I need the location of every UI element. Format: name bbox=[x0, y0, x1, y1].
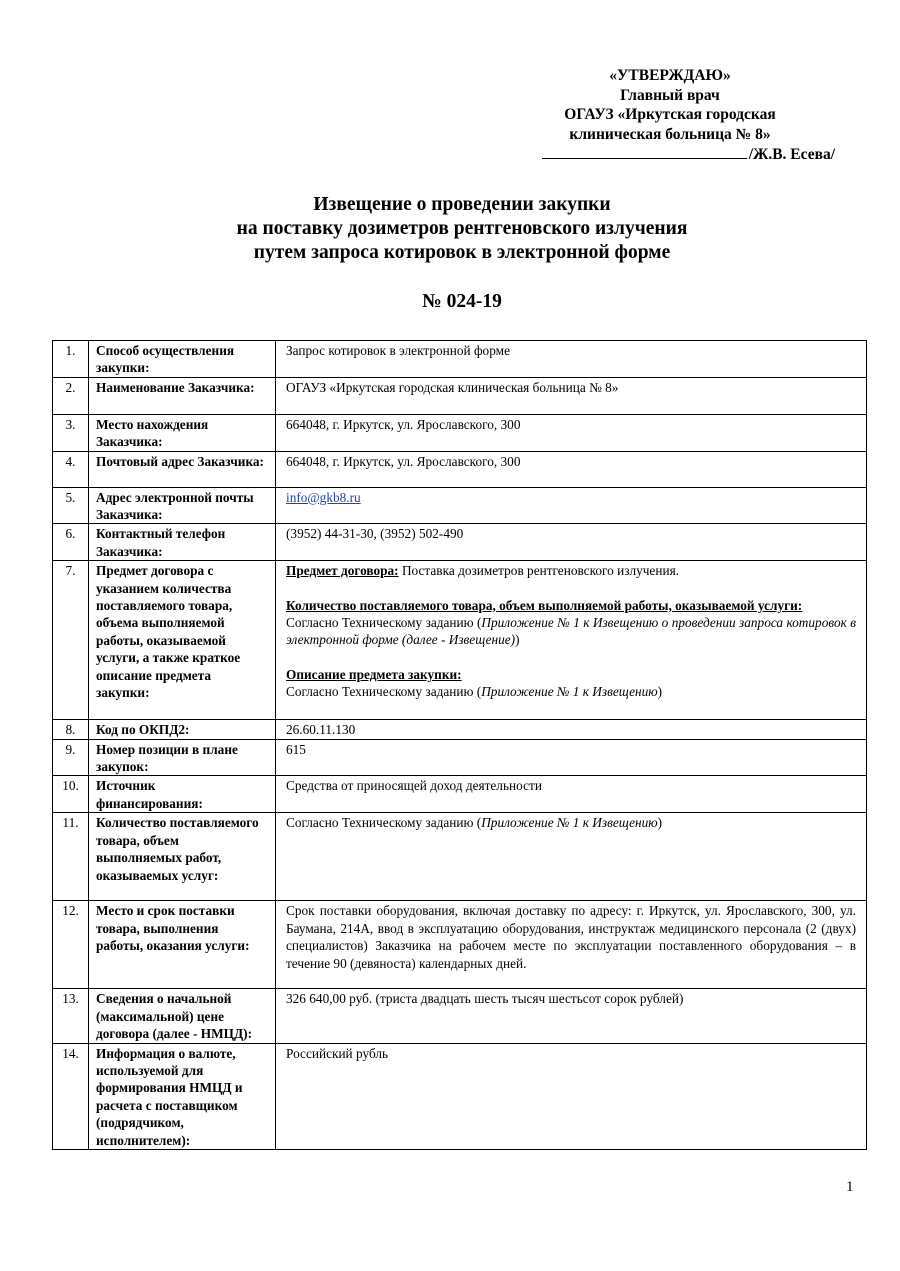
table-row bbox=[53, 739, 867, 776]
title-line-1: Извещение о проведении закупки bbox=[313, 194, 611, 215]
table-row bbox=[53, 377, 867, 414]
row-value: 615 bbox=[276, 739, 867, 776]
description-text-suffix: ) bbox=[657, 684, 663, 700]
signatory-name: /Ж.В. Есева/ bbox=[748, 146, 835, 163]
table-row bbox=[53, 487, 867, 524]
row-number: 9. bbox=[53, 739, 89, 776]
table-row bbox=[53, 901, 867, 989]
row-label: Наименование Заказчика: bbox=[89, 377, 276, 414]
approval-position: Главный врач bbox=[620, 86, 720, 104]
approval-org-line1: ОГАУЗ «Иркутская городская bbox=[564, 106, 776, 123]
row-label: Место и срок поставки товара, выполнения работы, оказания услуги: bbox=[89, 901, 276, 989]
page-number: 1 bbox=[846, 1179, 854, 1195]
row-label: Источник финансирования: bbox=[89, 776, 276, 813]
row-label: Почтовый адрес Заказчика: bbox=[89, 451, 276, 487]
row-value bbox=[276, 561, 867, 720]
row-label: Код по ОКПД2: bbox=[89, 720, 276, 739]
row-number: 12. bbox=[53, 901, 89, 989]
row-number: 8. bbox=[53, 720, 89, 739]
row-label: Контактный телефон Заказчика: bbox=[89, 524, 276, 561]
row-number: 10. bbox=[53, 776, 89, 813]
procurement-info-table bbox=[52, 340, 867, 1150]
document-number: № 024-19 bbox=[422, 291, 502, 312]
row-value: 664048, г. Иркутск, ул. Ярославского, 300 bbox=[276, 414, 867, 451]
row-number: 3. bbox=[53, 414, 89, 451]
table-row bbox=[53, 989, 867, 1043]
quantity-text-suffix: ) bbox=[515, 632, 520, 648]
title-line-3: путем запроса котировок в электронной форме bbox=[253, 242, 671, 263]
approval-heading: «УТВЕРЖДАЮ» bbox=[609, 67, 731, 84]
description-text: Согласно Техническому заданию ( bbox=[286, 684, 482, 700]
quantity-text: Согласно Техническому заданию ( bbox=[286, 615, 482, 631]
row-number: 1. bbox=[53, 341, 89, 378]
table-row bbox=[53, 451, 867, 487]
row-value: Срок поставки оборудования, включая доставку по адресу: г. Иркутск, ул. Ярославского, 300, ул. Баумана, 214А, ввод в эксплуатацию оборудования, инструктаж медицинского персонала (2 (двух) специалистов) Заказчика на рабочем месте по эксплуатации поставленного оборудования – в течение 90 (девяноста) календарных дней. bbox=[276, 901, 867, 989]
row-value: 326 640,00 руб. (триста двадцать шесть тысяч шестьсот сорок рублей) bbox=[276, 989, 867, 1043]
row-label: Количество поставляемого товара, объем выполняемых работ, оказываемых услуг: bbox=[89, 813, 276, 901]
description-heading: Описание предмета закупки: bbox=[286, 666, 462, 682]
row-label: Предмет договора с указанием количества поставляемого товара, объема выполняемой работы, оказываемой услуги, а также краткое описание предмета закупки: bbox=[89, 561, 276, 720]
table-row bbox=[53, 341, 867, 378]
table-row bbox=[53, 776, 867, 813]
row-number: 7. bbox=[53, 561, 89, 720]
value-text: Согласно Техническому заданию ( bbox=[286, 815, 482, 831]
row-label: Сведения о начальной (максимальной) цене договора (далее - НМЦД): bbox=[89, 989, 276, 1043]
value-text-suffix: ) bbox=[657, 815, 663, 831]
table-row bbox=[53, 524, 867, 561]
row-label: Информация о валюте, используемой для формирования НМЦД и расчета с поставщиком (подрядчиком, исполнителем): bbox=[89, 1043, 276, 1149]
row-number: 5. bbox=[53, 487, 89, 524]
row-number: 6. bbox=[53, 524, 89, 561]
row-value: Российский рубль bbox=[276, 1043, 867, 1149]
table-row bbox=[53, 813, 867, 901]
table-row bbox=[53, 561, 867, 720]
signature-blank bbox=[542, 144, 747, 159]
table-row bbox=[53, 720, 867, 739]
row-number: 13. bbox=[53, 989, 89, 1043]
row-number: 14. bbox=[53, 1043, 89, 1149]
subject-text: Поставка дозиметров рентгеновского излучения. bbox=[398, 563, 680, 579]
row-label: Место нахождения Заказчика: bbox=[89, 414, 276, 451]
description-text-italic: Приложение № 1 к Извещению bbox=[481, 684, 658, 700]
row-value bbox=[276, 487, 867, 524]
row-value: 26.60.11.130 bbox=[276, 720, 867, 739]
quantity-heading: Количество поставляемого товара, объем выполняемой работы, оказываемой услуги: bbox=[286, 597, 803, 613]
row-number: 11. bbox=[53, 813, 89, 901]
row-value: Запрос котировок в электронной форме bbox=[276, 341, 867, 378]
row-value: ОГАУЗ «Иркутская городская клиническая больница № 8» bbox=[276, 377, 867, 414]
table-row bbox=[53, 414, 867, 451]
document-title bbox=[0, 193, 900, 265]
title-line-2: на поставку дозиметров рентгеновского излучения bbox=[236, 218, 688, 239]
table-row bbox=[53, 1043, 867, 1149]
row-number: 2. bbox=[53, 377, 89, 414]
row-value: (3952) 44-31-30, (3952) 502-490 bbox=[276, 524, 867, 561]
value-text-italic: Приложение № 1 к Извещению bbox=[481, 815, 658, 831]
row-label: Способ осуществления закупки: bbox=[89, 341, 276, 378]
email-link[interactable]: info@gkb8.ru bbox=[286, 489, 361, 505]
row-number: 4. bbox=[53, 451, 89, 487]
signature-line bbox=[505, 144, 835, 165]
row-value: 664048, г. Иркутск, ул. Ярославского, 300 bbox=[276, 451, 867, 487]
row-label: Адрес электронной почты Заказчика: bbox=[89, 487, 276, 524]
approval-org-line2: клиническая больница № 8» bbox=[569, 125, 771, 143]
approval-block bbox=[505, 66, 835, 165]
row-label: Номер позиции в плане закупок: bbox=[89, 739, 276, 776]
row-value bbox=[276, 813, 867, 901]
row-value: Средства от приносящей доход деятельности bbox=[276, 776, 867, 813]
subject-heading: Предмет договора: bbox=[286, 563, 399, 579]
quantity-text-italic: Приложение № 1 к Извещению о проведении запроса котировок в электронной форме (далее - Извещение) bbox=[286, 615, 856, 648]
